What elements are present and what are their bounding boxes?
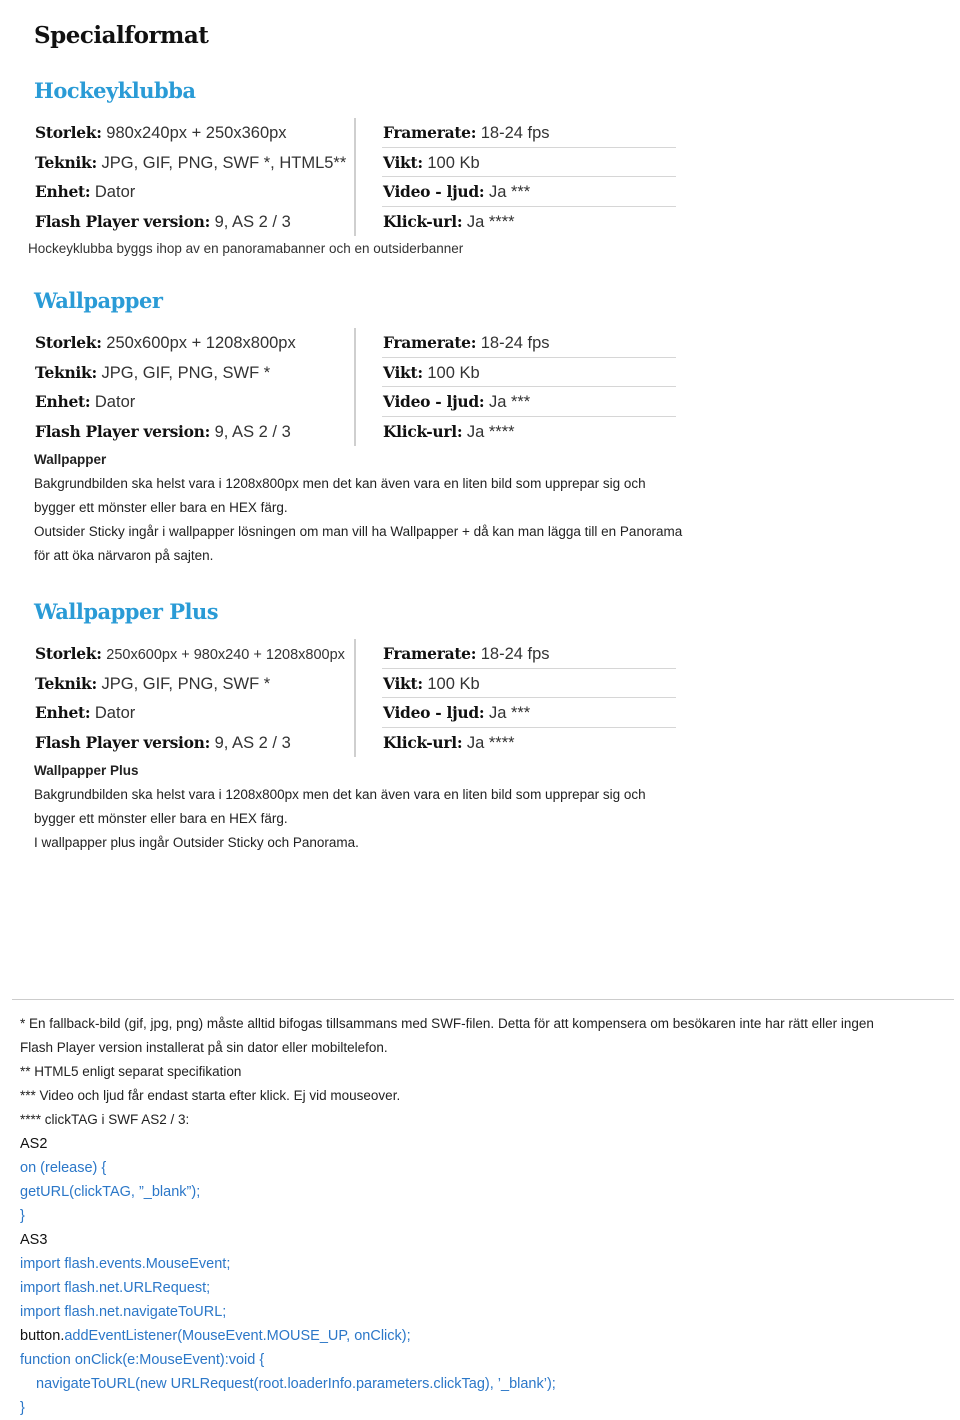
wallpapper-plus-description — [34, 759, 694, 855]
wallpapper-description — [34, 448, 694, 568]
spec-row — [34, 328, 676, 358]
section-heading-wallpapper: Wallpapper — [34, 288, 163, 313]
spec-label-video: Video - ljud: — [383, 182, 485, 201]
spec-value-video: Ja *** — [488, 393, 531, 411]
spec-value-vikt: 100 Kb — [427, 153, 480, 172]
spec-label-storlek: Storlek: — [35, 123, 102, 142]
description-line: I wallpapper plus ingår Outsider Sticky och Panorama. — [34, 835, 359, 850]
footnote-line: *** Video och ljud får endast starta efter klick. Ej vid mouseover. — [20, 1088, 401, 1103]
spec-row — [34, 639, 676, 669]
code-line: on (release) { — [20, 1160, 107, 1176]
page-title: Specialformat — [34, 22, 209, 49]
footnote-line: * En fallback-bild (gif, jpg, png) måste alltid bifogas tillsammans med SWF-filen. Detta för att kompensera om besökaren inte har rätt eller ingen — [20, 1016, 874, 1031]
spec-row — [34, 118, 676, 148]
spec-value-framerate: 18-24 fps — [480, 334, 550, 352]
spec-label-vikt: Vikt: — [383, 673, 423, 693]
description-line: bygger ett mönster eller bara en HEX färg. — [34, 811, 288, 826]
spec-label-framerate: Framerate: — [383, 644, 477, 663]
code-line: import flash.events.MouseEvent; — [20, 1256, 231, 1272]
spec-value-video: Ja *** — [488, 704, 531, 722]
description-title: Wallpapper — [34, 452, 107, 467]
spec-value-storlek: 980x240px + 250x360px — [106, 124, 287, 142]
code-line: getURL(clickTAG, ”_blank”); — [20, 1184, 201, 1200]
code-token: addEventListener(MouseEvent.MOUSE_UP, onClick); — [64, 1328, 411, 1344]
spec-value-storlek: 250x600px + 1208x800px — [106, 334, 296, 352]
spec-label-teknik: Teknik: — [35, 152, 97, 172]
spec-value-enhet: Dator — [94, 704, 136, 722]
code-line: } — [20, 1400, 25, 1416]
spec-row — [34, 207, 676, 237]
spec-value-flash: 9, AS 2 / 3 — [214, 422, 291, 441]
spec-label-enhet: Enhet: — [35, 392, 91, 411]
spec-value-vikt: 100 Kb — [427, 674, 480, 693]
spec-value-enhet: Dator — [94, 393, 136, 411]
code-sample — [20, 1132, 950, 1420]
spec-row — [34, 358, 676, 388]
spec-row — [34, 698, 676, 728]
spec-value-vikt: 100 Kb — [427, 363, 480, 382]
section-heading-hockeyklubba: Hockeyklubba — [34, 78, 196, 103]
spec-table-wallpapper-plus — [34, 639, 676, 757]
spec-label-klick: Klick-url: — [383, 421, 463, 441]
footer-divider — [12, 999, 954, 1000]
code-label-as3: AS3 — [20, 1232, 48, 1248]
spec-label-video: Video - ljud: — [383, 392, 485, 411]
spec-label-storlek: Storlek: — [35, 644, 102, 663]
spec-table-wallpapper — [34, 328, 676, 446]
spec-value-klick: Ja **** — [466, 733, 515, 752]
description-line: bygger ett mönster eller bara en HEX färg. — [34, 500, 288, 515]
spec-label-enhet: Enhet: — [35, 182, 91, 201]
spec-value-framerate: 18-24 fps — [480, 124, 550, 142]
spec-row — [34, 148, 676, 178]
spec-value-teknik: JPG, GIF, PNG, SWF *, HTML5** — [101, 153, 347, 172]
code-line: } — [20, 1208, 25, 1224]
description-line: Outsider Sticky ingår i wallpapper lösningen om man vill ha Wallpapper + då kan man lägga till en Panorama — [34, 524, 683, 539]
spec-value-teknik: JPG, GIF, PNG, SWF * — [101, 363, 271, 382]
spec-value-klick: Ja **** — [466, 422, 515, 441]
spec-label-teknik: Teknik: — [35, 362, 97, 382]
code-line: import flash.net.URLRequest; — [20, 1280, 211, 1296]
spec-label-video: Video - ljud: — [383, 703, 485, 722]
code-token: button. — [20, 1328, 65, 1344]
spec-label-klick: Klick-url: — [383, 732, 463, 752]
spec-value-flash: 9, AS 2 / 3 — [214, 733, 291, 752]
spec-value-video: Ja *** — [488, 183, 531, 201]
spec-value-enhet: Dator — [94, 183, 136, 201]
spec-row — [34, 177, 676, 207]
spec-value-flash: 9, AS 2 / 3 — [214, 212, 291, 231]
spec-label-klick: Klick-url: — [383, 211, 463, 231]
footnote-line: **** clickTAG i SWF AS2 / 3: — [20, 1112, 190, 1127]
spec-label-flash: Flash Player version: — [35, 211, 211, 231]
spec-row — [34, 417, 676, 447]
spec-row — [34, 387, 676, 417]
spec-table-hockeyklubba — [34, 118, 676, 236]
spec-label-vikt: Vikt: — [383, 362, 423, 382]
spec-row — [34, 728, 676, 758]
description-line: Bakgrundbilden ska helst vara i 1208x800px men det kan även vara en liten bild som upprepar sig och — [34, 476, 646, 491]
section-heading-wallpapper-plus: Wallpapper Plus — [34, 599, 219, 624]
code-label-as2: AS2 — [20, 1136, 48, 1152]
description-line: Bakgrundbilden ska helst vara i 1208x800px men det kan även vara en liten bild som upprepar sig och — [34, 787, 646, 802]
spec-label-framerate: Framerate: — [383, 123, 477, 142]
spec-label-teknik: Teknik: — [35, 673, 97, 693]
spec-label-framerate: Framerate: — [383, 333, 477, 352]
code-line: import flash.net.navigateToURL; — [20, 1304, 227, 1320]
footnote-line: ** HTML5 enligt separat specifikation — [20, 1064, 242, 1079]
spec-value-framerate: 18-24 fps — [480, 645, 550, 663]
spec-value-teknik: JPG, GIF, PNG, SWF * — [101, 674, 271, 693]
code-line — [20, 1324, 950, 1348]
hockeyklubba-note: Hockeyklubba byggs ihop av en panoramabanner och en outsiderbanner — [28, 241, 464, 256]
spec-label-flash: Flash Player version: — [35, 732, 211, 752]
footnote-line: Flash Player version installerat på sin dator eller mobiltelefon. — [20, 1040, 388, 1055]
spec-label-vikt: Vikt: — [383, 152, 423, 172]
footnotes — [20, 1012, 950, 1420]
spec-label-enhet: Enhet: — [35, 703, 91, 722]
spec-label-flash: Flash Player version: — [35, 421, 211, 441]
spec-value-klick: Ja **** — [466, 212, 515, 231]
code-line: function onClick(e:MouseEvent):void { — [20, 1352, 265, 1368]
spec-label-storlek: Storlek: — [35, 333, 102, 352]
spec-row — [34, 669, 676, 699]
description-line: för att öka närvaron på sajten. — [34, 548, 214, 563]
description-title: Wallpapper Plus — [34, 763, 139, 778]
code-line: navigateToURL(new URLRequest(root.loaderInfo.parameters.clickTag), ’_blank’); — [36, 1376, 556, 1392]
spec-value-storlek: 250x600px + 980x240 + 1208x800px — [106, 647, 345, 663]
